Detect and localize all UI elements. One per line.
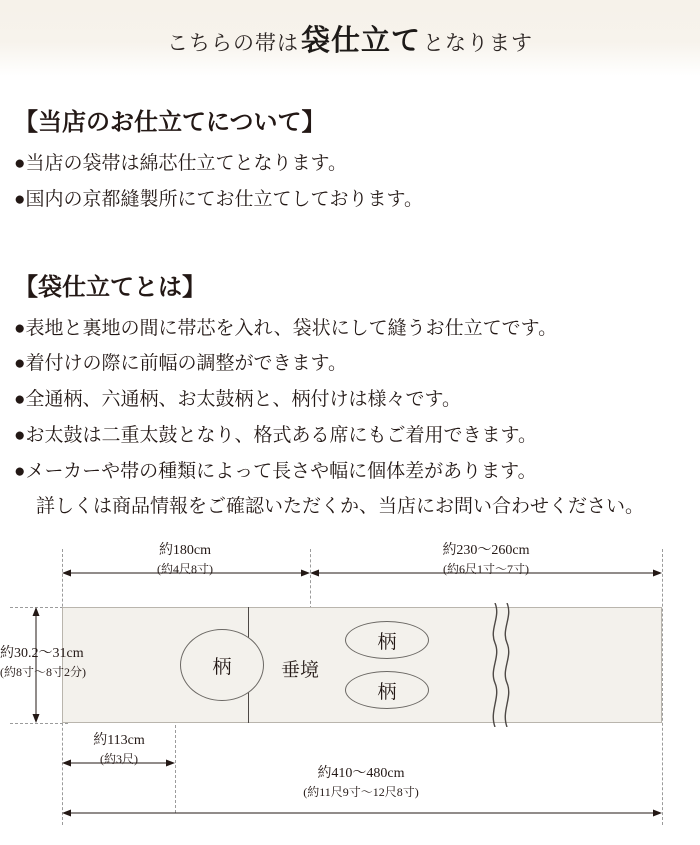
measure-113cm-sub: (約3尺) (100, 752, 138, 767)
measure-width-sub: (約8寸〜8寸2分) (0, 665, 86, 680)
measure-180cm-sub: (約4尺8寸) (157, 562, 213, 577)
bullet-item: ●お太鼓は二重太鼓となり、格式ある席にもご着用できます。 (14, 424, 537, 446)
measure-113cm-main: 約113cm (93, 733, 145, 749)
measure-180cm (110, 542, 260, 577)
bullet-item: ●表地と裏地の間に帯芯を入れ、袋状にして縫うお仕立てです。 (14, 317, 558, 339)
obi-break-wave (487, 603, 513, 727)
guide-line-width-bottom (10, 723, 68, 724)
guide-line-right (662, 549, 663, 825)
banner-suffix-text: となります (423, 30, 533, 55)
section-title-fukuro-shitate: 【袋仕立てとは】 (14, 274, 206, 301)
boundary-label: 垂境 (281, 660, 320, 682)
document-content (0, 76, 700, 523)
measure-113cm (44, 732, 194, 767)
section-spacer (14, 221, 686, 255)
measure-width (0, 645, 110, 680)
measure-width-main: 約30.2〜31cm (0, 646, 84, 662)
pattern-ellipse-bottom: 柄 (345, 671, 429, 709)
measure-total-length-main: 約410〜480cm (317, 766, 405, 782)
measure-230-260cm-sub: (約6尺1寸〜7寸) (443, 562, 529, 577)
header-banner (0, 0, 700, 76)
bullet-item: ●全通柄、六通柄、お太鼓柄と、柄付けは様々です。 (14, 389, 461, 411)
banner-prefix-text: こちらの帯は (166, 30, 299, 55)
measure-total-length (286, 765, 436, 800)
bullet-item: ●国内の京都縫製所にてお仕立てしております。 (14, 188, 423, 210)
bullet-item: ●当店の袋帯は綿芯仕立てとなります。 (14, 153, 347, 174)
pattern-circle-large: 柄 (180, 629, 264, 701)
header-banner-inner (167, 18, 533, 59)
measure-230-260cm-main: 約230〜260cm (442, 543, 530, 559)
bullet-continuation: 詳しくは商品情報をご確認いただくか、当店にお問い合わせください。 (36, 496, 645, 518)
obi-dimension-diagram (0, 545, 700, 845)
bullet-item: ●着付けの際に前幅の調整ができます。 (14, 353, 347, 375)
measure-180cm-main: 約180cm (158, 543, 212, 559)
measure-total-length-sub: (約11尺9寸〜12尺8寸) (303, 785, 419, 800)
guide-line-center (310, 549, 311, 609)
banner-highlight-text: 袋仕立て (300, 24, 421, 57)
bullet-item: ●メーカーや帯の種類によって長さや幅に個体差があります。 (14, 460, 537, 482)
section-title-shop-tailoring: 【当店のお仕立てについて】 (14, 110, 326, 136)
arrow-total-length (62, 807, 662, 819)
pattern-ellipse-top: 柄 (345, 621, 429, 659)
measure-230-260cm (410, 542, 562, 577)
